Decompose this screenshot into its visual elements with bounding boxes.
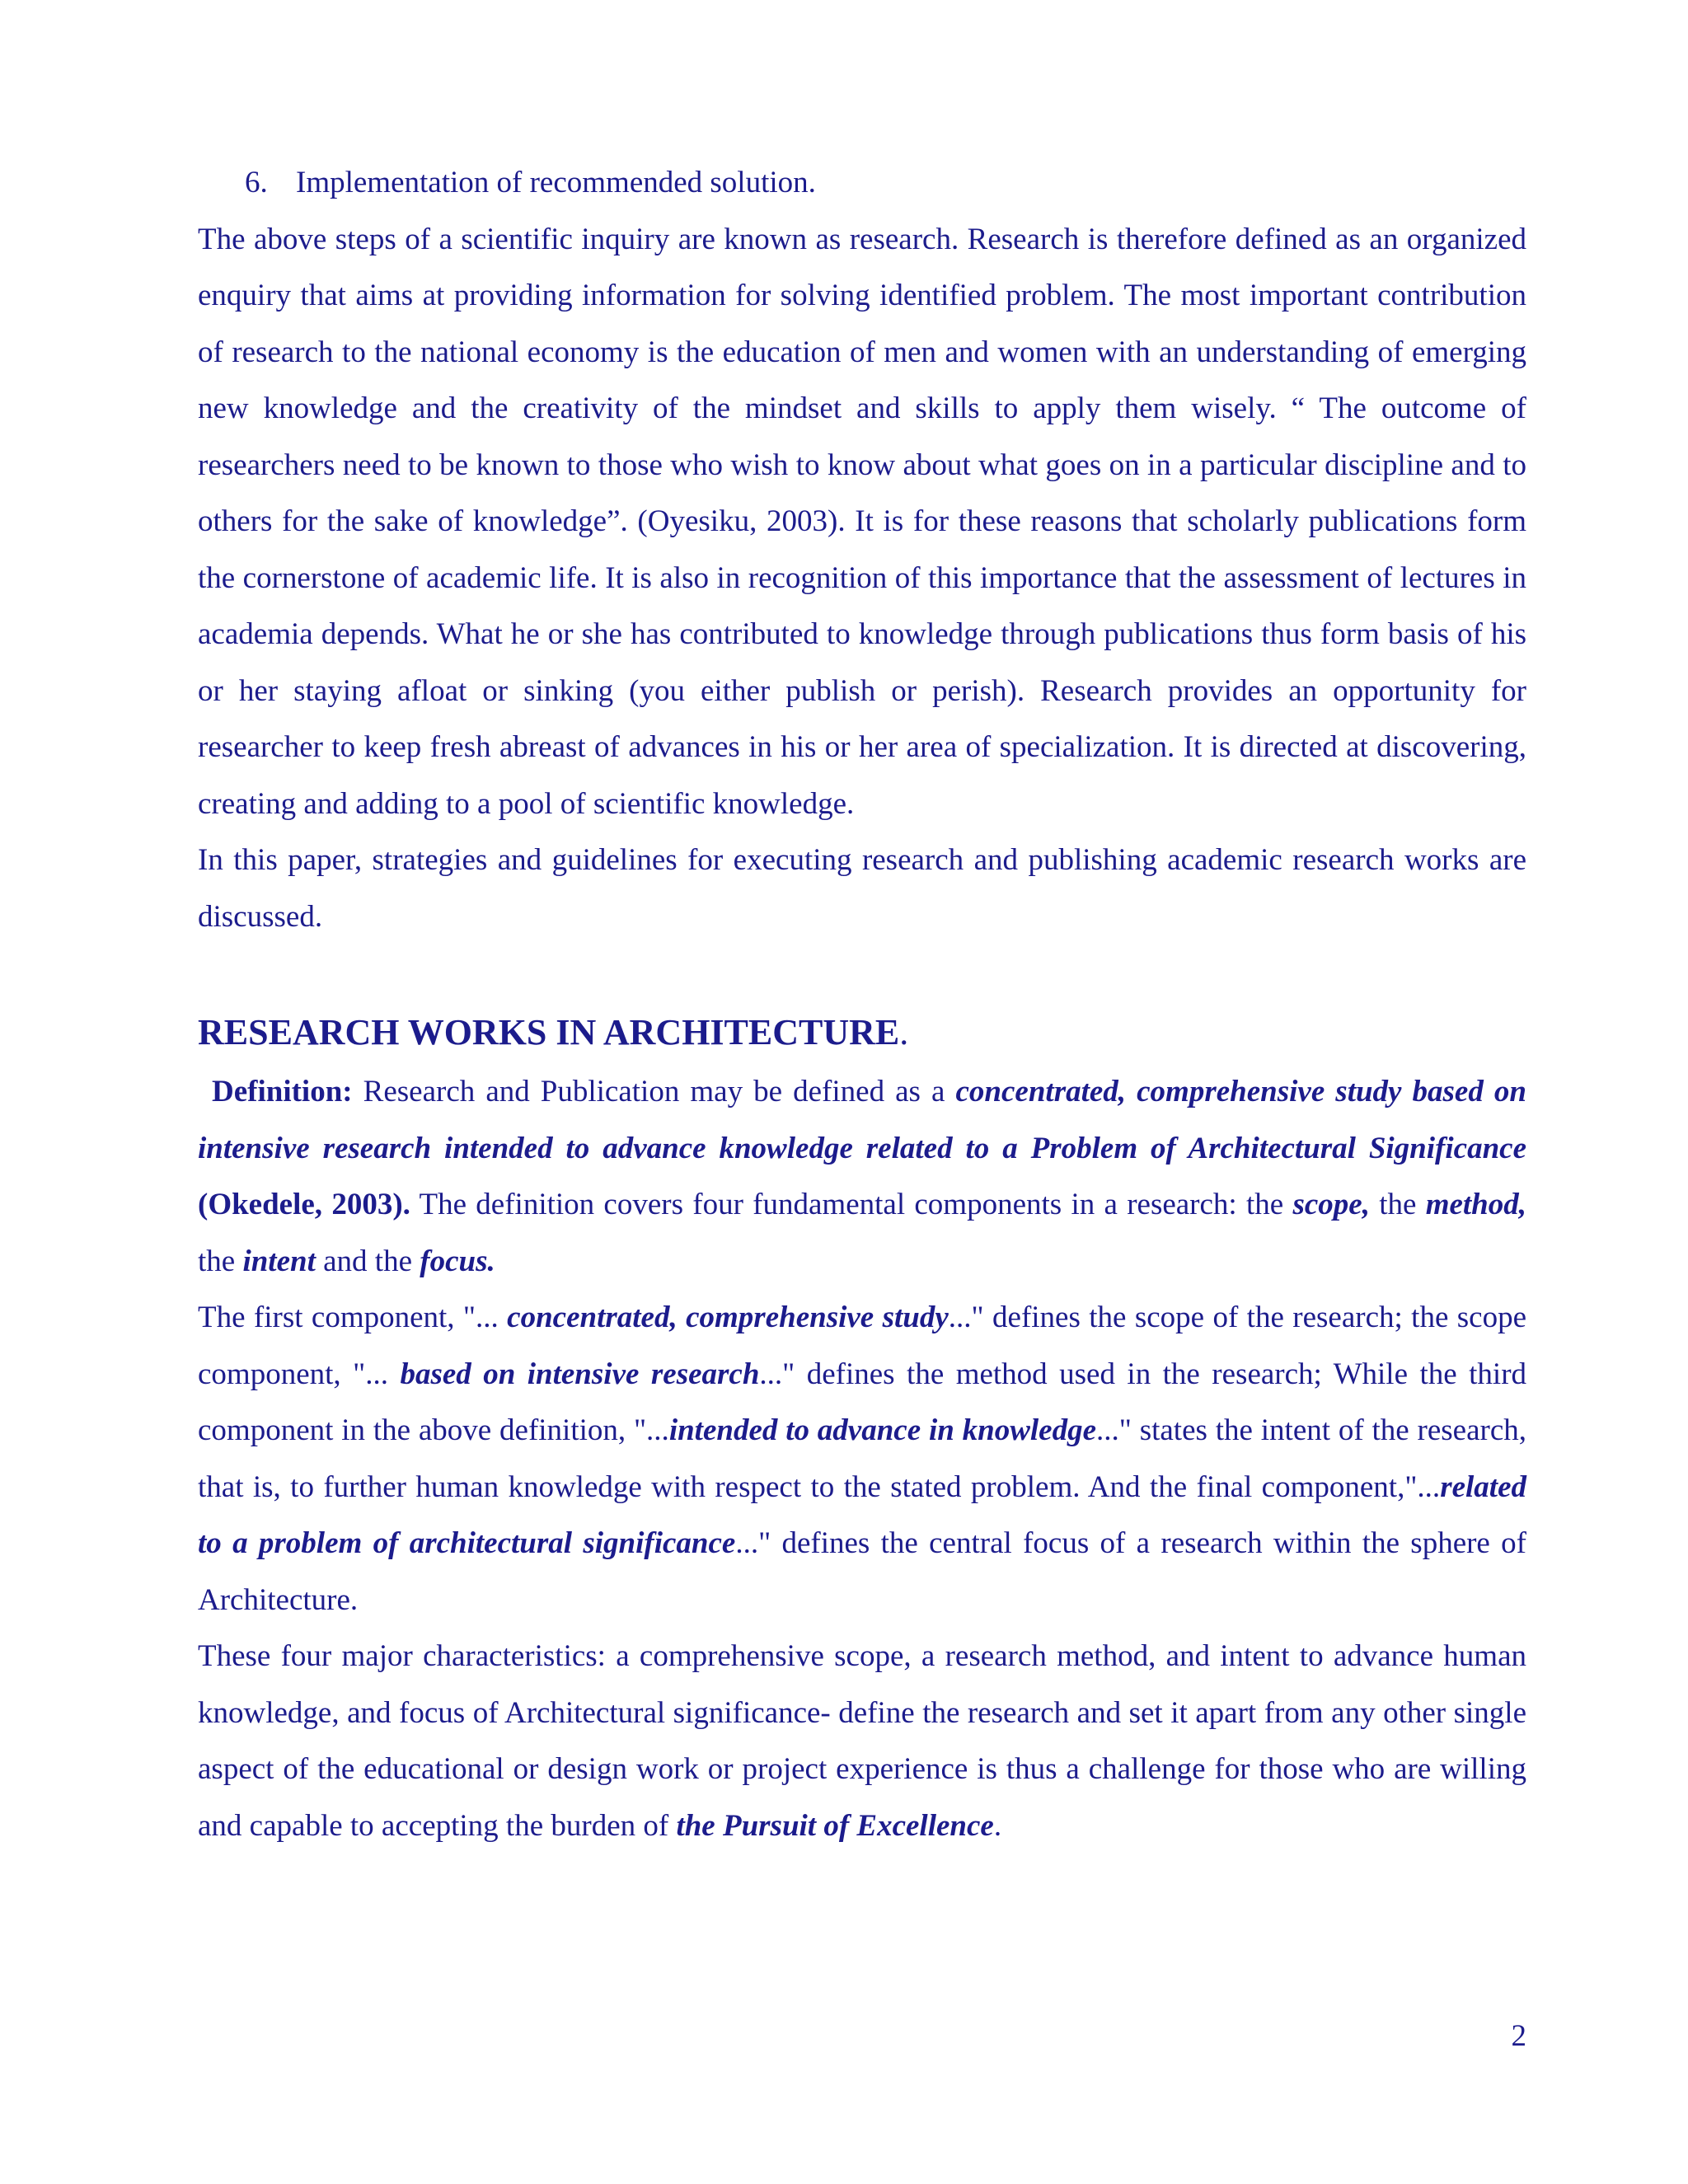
intro-paragraph: The above steps of a scientific inquiry are known as research. Research is therefore defined as an organized enquiry that aims at providing information for solving identified problem. The most important contribution of research to the national economy is the education of men and women with an understanding of emerging new knowledge and the creativity of the mindset and skills to apply them wisely. “ The outcome of researchers need to be known to those who wish to know about what goes on in a particular discipline and to others for the sake of knowledge”. (Oyesiku, 2003). It is for these reasons that scholarly publications form the cornerstone of academic life. It is also in recognition of this importance that the assessment of lectures in academia depends. What he or she has contributed to knowledge through publications thus form basis of his or her staying afloat or sinking (you either publish or perish). Research provides an opportunity for researcher to keep fresh abreast of advances in his or her area of specialization. It is directed at discovering, creating and adding to a pool of scientific knowledge. (198, 222, 1526, 821)
components-text: ..." defines the method used in the research; While the third component in the above definition, "... (198, 1357, 1527, 1447)
definition-text: Research and Publication may be defined as a (352, 1075, 956, 1108)
definition-scope-term: scope, (1292, 1188, 1370, 1221)
definition-label: Definition: (212, 1075, 353, 1108)
body-text (198, 155, 1526, 1854)
components-text: The first component, "... (198, 1301, 508, 1334)
components-intent-emphasis: intended to advance in knowledge (668, 1413, 1097, 1447)
definition-intent-term: intent (242, 1244, 316, 1278)
list-item-text: Implementation of recommended solution. (296, 166, 816, 199)
list-item (198, 155, 1526, 212)
definition-emphasis: concentrated, comprehensive study based on intensive research intended to advance knowledge related to a Problem of Architectural Significance (198, 1075, 1526, 1165)
characteristics-paragraph (198, 1629, 1526, 1854)
section-heading (198, 1001, 1526, 1064)
characteristics-emphasis: the Pursuit of Excellence (676, 1808, 994, 1843)
definition-text: the (198, 1244, 243, 1278)
components-paragraph (198, 1290, 1526, 1629)
components-text: ..." states the intent of the research, that is, to further human knowledge with respect to the stated problem. And the final component,"... (198, 1413, 1526, 1504)
components-scope-emphasis: concentrated, comprehensive study (507, 1301, 949, 1334)
definition-citation: (Okedele, 2003). (198, 1188, 410, 1221)
definition-paragraph (198, 1064, 1526, 1290)
definition-text: and the (315, 1244, 420, 1278)
definition-focus-term: focus. (420, 1244, 495, 1278)
characteristics-text: These four major characteristics: a comprehensive scope, a research method, and intent to advance human knowledge, and focus of Architectural significance- define the research and set it apart from any other single aspect of the educational or design work or project experience is thus a challenge for those who are willing and capable to accepting the burden of (198, 1639, 1526, 1843)
definition-method-term: method, (1425, 1188, 1527, 1221)
paper-scope-paragraph: In this paper, strategies and guidelines for executing research and publishing academic research works are discussed. (198, 843, 1526, 934)
components-text: ..." defines the central focus of a research within the sphere of Architecture. (198, 1526, 1526, 1617)
section-heading-period: . (899, 1012, 909, 1052)
components-focus-emphasis: related to a problem of architectural significance (198, 1469, 1526, 1560)
definition-text: The definition covers four fundamental components in a research: the (410, 1188, 1293, 1221)
section-heading-text: RESEARCH WORKS IN ARCHITECTURE (198, 1012, 900, 1052)
components-method-emphasis: based on intensive research (400, 1357, 760, 1391)
characteristics-end: . (993, 1808, 1002, 1843)
page-number: 2 (1511, 2019, 1526, 2053)
components-text: ..." defines the scope of the research; the scope component, "... (198, 1301, 1526, 1391)
definition-text: the (1369, 1188, 1426, 1221)
paragraph-spacer (198, 945, 1526, 1001)
list-item-number: 6. (245, 166, 268, 199)
